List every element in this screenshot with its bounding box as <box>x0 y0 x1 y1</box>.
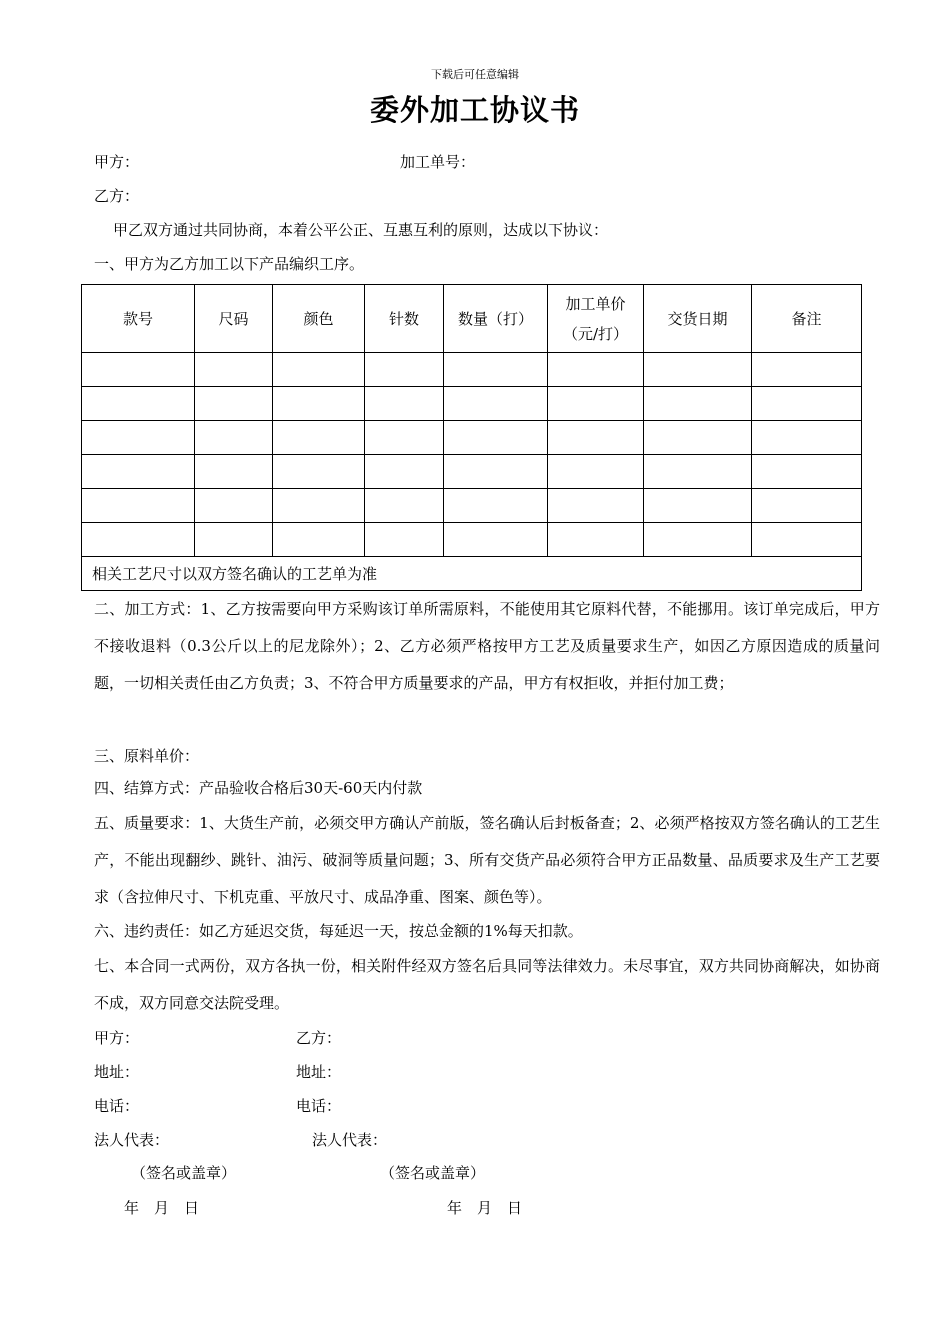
table-row <box>82 353 862 387</box>
table-cell[interactable] <box>644 387 752 421</box>
product-table <box>81 284 862 591</box>
header-color: 颜色 <box>273 285 365 353</box>
table-cell[interactable] <box>195 489 273 523</box>
table-cell[interactable] <box>752 455 862 489</box>
table-cell[interactable] <box>195 455 273 489</box>
table-cell[interactable] <box>82 489 195 523</box>
table-row <box>82 387 862 421</box>
table-cell[interactable] <box>644 421 752 455</box>
sign-legal-rep-b: 法人代表： <box>312 1131 388 1149</box>
table-cell[interactable] <box>365 387 444 421</box>
section-2: 二、加工方式：1、乙方按需要向甲方采购该订单所需原料，不能使用其它原料代替，不能挪用。该订单完成后，甲方不接收退料（0.3公斤以上的尼龙除外）；2、乙方必须严格按甲方工艺及质量要求生产，如因乙方原因造成的质量问题，一切相关责任由乙方负责；3、不符合甲方质量要求的产品，甲方有权拒收，并拒付加工费； <box>94 600 880 692</box>
sign-party-a: 甲方： <box>94 1029 140 1047</box>
table-cell[interactable] <box>82 421 195 455</box>
table-cell[interactable] <box>195 421 273 455</box>
table-cell[interactable] <box>752 387 862 421</box>
table-cell[interactable] <box>752 523 862 557</box>
header-unit-price <box>548 285 644 353</box>
sign-phone-b: 电话： <box>296 1097 342 1115</box>
intro-text: 甲乙双方通过共同协商，本着公平公正、互惠互利的原则，达成以下协议： <box>113 221 609 239</box>
table-cell[interactable] <box>82 523 195 557</box>
party-a-field: 甲方： <box>94 153 140 171</box>
header-unit-price-line1: 加工单价 <box>565 294 626 313</box>
table-cell[interactable] <box>273 455 365 489</box>
table-cell[interactable] <box>195 387 273 421</box>
section-5: 五、质量要求：1、大货生产前，必须交甲方确认产前版，签名确认后封板备查；2、必须严格按双方签名确认的工艺生产，不能出现翻纱、跳针、油污、破洞等质量问题；3、所有交货产品必须符合甲方正品数量、品质要求及生产工艺要求（含拉伸尺寸、下机克重、平放尺寸、成品净重、图案、颜色等）。 <box>94 814 880 906</box>
section-6: 六、违约责任：如乙方延迟交货，每延迟一天，按总金额的1%每天扣款。 <box>94 922 583 940</box>
section-4: 四、结算方式：产品验收合格后30天-60天内付款 <box>94 779 423 797</box>
header-remarks: 备注 <box>752 285 862 353</box>
table-cell[interactable] <box>444 455 548 489</box>
table-footer-note: 相关工艺尺寸以双方签名确认的工艺单为准 <box>82 557 862 591</box>
table-cell[interactable] <box>273 421 365 455</box>
table-cell[interactable] <box>644 455 752 489</box>
table-cell[interactable] <box>548 421 644 455</box>
table-cell[interactable] <box>752 421 862 455</box>
table-cell[interactable] <box>273 387 365 421</box>
sign-legal-rep-a: 法人代表： <box>94 1131 170 1149</box>
section-1: 一、甲方为乙方加工以下产品编织工序。 <box>94 255 365 273</box>
header-size: 尺码 <box>195 285 273 353</box>
table-cell[interactable] <box>548 455 644 489</box>
section-3: 三、原料单价： <box>94 747 200 765</box>
table-cell[interactable] <box>82 455 195 489</box>
header-delivery-date: 交货日期 <box>644 285 752 353</box>
table-cell[interactable] <box>548 353 644 387</box>
document-title: 委外加工协议书 <box>369 93 580 127</box>
party-b-field: 乙方： <box>94 187 140 205</box>
section-7: 七、本合同一式两份，双方各执一份，相关附件经双方签名后具同等法律效力。未尽事宜，双方共同协商解决，如协商不成，双方同意交法院受理。 <box>94 957 880 1012</box>
sign-address-b: 地址： <box>296 1063 342 1081</box>
sign-phone-a: 电话： <box>94 1097 140 1115</box>
header-unit-price-line2: （元/打） <box>562 324 629 343</box>
table-cell[interactable] <box>82 353 195 387</box>
sign-date-b: 年 月 日 <box>447 1199 523 1217</box>
header-note: 下载后可任意编辑 <box>431 68 519 81</box>
table-cell[interactable] <box>444 489 548 523</box>
header-needle-count: 针数 <box>365 285 444 353</box>
header-style-no: 款号 <box>82 285 195 353</box>
table-cell[interactable] <box>444 353 548 387</box>
table-row <box>82 523 862 557</box>
table-cell[interactable] <box>195 523 273 557</box>
table-row <box>82 455 862 489</box>
table-cell[interactable] <box>644 523 752 557</box>
order-number-field: 加工单号： <box>400 153 476 171</box>
header-quantity: 数量（打） <box>444 285 548 353</box>
sign-date-a: 年 月 日 <box>124 1199 200 1217</box>
table-cell[interactable] <box>365 523 444 557</box>
table-cell[interactable] <box>195 353 273 387</box>
table-header-row <box>82 285 862 353</box>
table-cell[interactable] <box>273 523 365 557</box>
table-cell[interactable] <box>365 353 444 387</box>
table-cell[interactable] <box>273 489 365 523</box>
table-row <box>82 421 862 455</box>
sign-address-a: 地址： <box>94 1063 140 1081</box>
table-cell[interactable] <box>548 489 644 523</box>
table-cell[interactable] <box>365 489 444 523</box>
table-cell[interactable] <box>365 455 444 489</box>
table-row <box>82 489 862 523</box>
table-cell[interactable] <box>273 353 365 387</box>
sign-party-b: 乙方： <box>296 1029 342 1047</box>
table-cell[interactable] <box>548 523 644 557</box>
table-cell[interactable] <box>444 523 548 557</box>
table-cell[interactable] <box>444 387 548 421</box>
table-footer-row <box>82 557 862 591</box>
table-cell[interactable] <box>548 387 644 421</box>
table-cell[interactable] <box>82 387 195 421</box>
table-cell[interactable] <box>444 421 548 455</box>
sign-hint-b: （签名或盖章） <box>380 1164 486 1182</box>
table-cell[interactable] <box>644 489 752 523</box>
table-cell[interactable] <box>365 421 444 455</box>
sign-hint-a: （签名或盖章） <box>131 1164 237 1182</box>
table-cell[interactable] <box>752 489 862 523</box>
table-cell[interactable] <box>752 353 862 387</box>
table-cell[interactable] <box>644 353 752 387</box>
